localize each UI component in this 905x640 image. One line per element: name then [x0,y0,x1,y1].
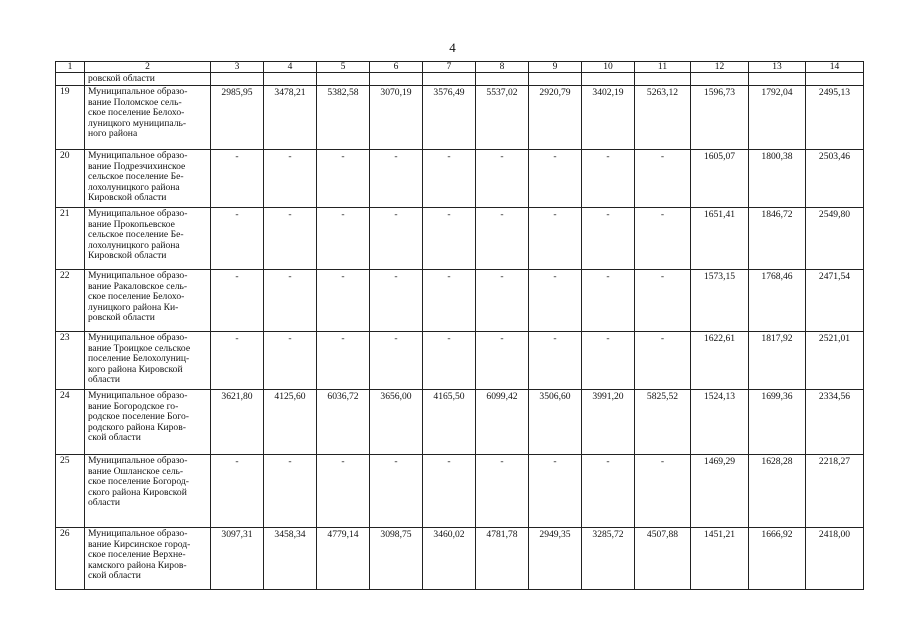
value-cell: 1605,07 [691,150,749,208]
table-row [56,208,864,270]
row-number: 23 [56,332,85,390]
name-line: ской области [88,432,141,444]
municipality-name [85,208,211,270]
value-cell: - [211,150,264,208]
value-cell: 1524,13 [691,390,749,455]
value-cell: - [635,455,691,528]
name-line: камского района Киров- [88,559,187,571]
name-line: ровской области [88,312,155,324]
name-line: вание Ошланское сель- [88,465,184,477]
value-cell: 2471,54 [806,270,864,332]
value-cell: 3576,49 [423,86,476,150]
value-cell: - [317,270,370,332]
name-line: Муниципальное образо- [88,270,188,281]
value-cell: 3070,19 [370,86,423,150]
value-cell: 2334,56 [806,390,864,455]
value-cell: - [423,455,476,528]
name-line: области [88,374,121,386]
column-number: 11 [635,62,691,73]
page-number: 4 [449,40,456,55]
row-number: 24 [56,390,85,455]
municipality-name [85,150,211,208]
name-line: поселение Белохолуниц- [88,353,190,365]
name-line: Кировской области [88,250,167,262]
value-cell: - [264,332,317,390]
value-cell: - [211,270,264,332]
value-cell: 2418,00 [806,528,864,590]
value-cell: - [264,270,317,332]
value-cell: - [529,332,582,390]
table-row [56,150,864,208]
value-cell: 5263,12 [635,86,691,150]
value-cell: - [370,455,423,528]
value-cell: 2549,80 [806,208,864,270]
name-line: Муниципальное образо- [88,150,188,161]
value-cell: 1699,36 [749,390,806,455]
column-number: 4 [264,62,317,73]
value-cell: 3506,60 [529,390,582,455]
name-line: ское поселение Верхне- [88,549,186,561]
name-line: вание Троицкое сельское [88,342,191,354]
value-cell: 4165,50 [423,390,476,455]
value-cell: - [264,208,317,270]
value-cell: 3460,02 [423,528,476,590]
value-cell: - [370,208,423,270]
tariff-table [55,61,864,590]
value-cell: - [370,270,423,332]
name-line: вание Прокопьевское [88,218,175,230]
value-cell: 1846,72 [749,208,806,270]
table-row [56,86,864,150]
column-number: 13 [749,62,806,73]
table-row [56,528,864,590]
value-cell: - [529,455,582,528]
value-cell: - [317,208,370,270]
column-number: 3 [211,62,264,73]
value-cell: - [476,150,529,208]
value-cell: - [529,150,582,208]
column-number: 8 [476,62,529,73]
value-cell: 3098,75 [370,528,423,590]
value-cell: 3402,19 [582,86,635,150]
value-cell: 3097,31 [211,528,264,590]
value-cell: 3285,72 [582,528,635,590]
column-number: 2 [85,62,211,73]
municipality-name [85,528,211,590]
name-line: вание Ракаловское сель- [88,280,188,292]
row-number: 25 [56,455,85,528]
value-cell: 1622,61 [691,332,749,390]
name-line: кого района Кировской [88,363,183,375]
value-cell: - [211,208,264,270]
municipality-name: ровской области [85,73,211,86]
value-cell: 3478,21 [264,86,317,150]
value-cell: - [264,150,317,208]
column-number: 12 [691,62,749,73]
name-line: ского района Кировской [88,486,187,498]
value-cell: 1469,29 [691,455,749,528]
row-number: 26 [56,528,85,590]
value-cell: 2920,79 [529,86,582,150]
value-cell: 2218,27 [806,455,864,528]
table-row [56,270,864,332]
value-cell: - [264,455,317,528]
value-cell: - [476,208,529,270]
name-line: ское поселение Белохо- [88,291,185,303]
value-cell: 1628,28 [749,455,806,528]
value-cell: 3621,80 [211,390,264,455]
table-row [56,455,864,528]
name-line: лохолуницкого района [88,239,180,251]
municipality-name [85,455,211,528]
value-cell: - [529,208,582,270]
value-cell: 5537,02 [476,86,529,150]
name-line: области [88,497,121,509]
continuation-row [56,73,864,86]
name-line: вание Кирсинское город- [88,538,191,550]
value-cell: - [582,208,635,270]
column-number: 14 [806,62,864,73]
value-cell: - [476,332,529,390]
value-cell: - [582,270,635,332]
value-cell: - [211,332,264,390]
value-cell: - [423,332,476,390]
value-cell: 1596,73 [691,86,749,150]
name-line: Муниципальное образо- [88,528,188,539]
name-line: Муниципальное образо- [88,390,188,401]
table-row [56,390,864,455]
name-line: Муниципальное образо- [88,86,188,97]
value-cell: 2985,95 [211,86,264,150]
municipality-name [85,270,211,332]
name-line: ское поселение Богород- [88,476,189,488]
municipality-name [85,390,211,455]
value-cell: 1800,38 [749,150,806,208]
value-cell: 4507,88 [635,528,691,590]
value-cell: - [529,270,582,332]
value-cell: 3458,34 [264,528,317,590]
value-cell: 2521,01 [806,332,864,390]
value-cell: - [423,150,476,208]
value-cell: 1768,46 [749,270,806,332]
column-number: 1 [56,62,85,73]
value-cell: 2495,13 [806,86,864,150]
name-line: ного района [88,128,138,140]
value-cell: - [370,150,423,208]
value-cell: 5382,58 [317,86,370,150]
row-number: 20 [56,150,85,208]
name-line: луницкого района Ки- [88,301,179,313]
value-cell: 1573,15 [691,270,749,332]
value-cell: - [635,150,691,208]
value-cell: 4779,14 [317,528,370,590]
value-cell: - [582,455,635,528]
column-number: 5 [317,62,370,73]
row-number: 19 [56,86,85,150]
municipality-name [85,332,211,390]
value-cell: 1451,21 [691,528,749,590]
value-cell: 1666,92 [749,528,806,590]
value-cell: 5825,52 [635,390,691,455]
value-cell: - [370,332,423,390]
name-line: лохолуницкого района [88,181,180,193]
name-line: Муниципальное образо- [88,455,188,466]
name-line: Муниципальное образо- [88,208,188,219]
table-row [56,332,864,390]
column-number: 9 [529,62,582,73]
name-line: вание Богородское го- [88,400,179,412]
value-cell: - [317,455,370,528]
value-cell: - [317,150,370,208]
value-cell: - [635,332,691,390]
value-cell: 1817,92 [749,332,806,390]
value-cell: 2949,35 [529,528,582,590]
name-line: родское поселение Бого- [88,411,189,423]
value-cell: 3991,20 [582,390,635,455]
name-line: сельское поселение Бе- [88,171,184,183]
row-number [56,73,85,86]
value-cell: 3656,00 [370,390,423,455]
value-cell: 2503,46 [806,150,864,208]
value-cell: - [476,270,529,332]
name-line: вание Поломское сель- [88,96,182,108]
value-cell: 1651,41 [691,208,749,270]
row-number: 22 [56,270,85,332]
value-cell: - [423,270,476,332]
value-cell: 6099,42 [476,390,529,455]
column-number-row [56,62,864,73]
value-cell: 6036,72 [317,390,370,455]
name-line: сельское поселение Бе- [88,229,184,241]
column-number: 10 [582,62,635,73]
value-cell: - [423,208,476,270]
value-cell: - [476,455,529,528]
municipality-name [85,86,211,150]
name-line: Кировской области [88,192,167,204]
name-line: Муниципальное образо- [88,332,188,343]
value-cell: 4125,60 [264,390,317,455]
name-line: луницкого муниципаль- [88,117,187,129]
value-cell: - [317,332,370,390]
name-line: ской области [88,570,141,582]
name-line: родского района Киров- [88,421,186,433]
name-line: ское поселение Белохо- [88,107,185,119]
value-cell: - [635,270,691,332]
name-line: вание Подрезчихинское [88,160,186,172]
value-cell: - [635,208,691,270]
value-cell: - [582,332,635,390]
value-cell: - [582,150,635,208]
value-cell: - [211,455,264,528]
column-number: 6 [370,62,423,73]
row-number: 21 [56,208,85,270]
value-cell: 4781,78 [476,528,529,590]
value-cell: 1792,04 [749,86,806,150]
column-number: 7 [423,62,476,73]
